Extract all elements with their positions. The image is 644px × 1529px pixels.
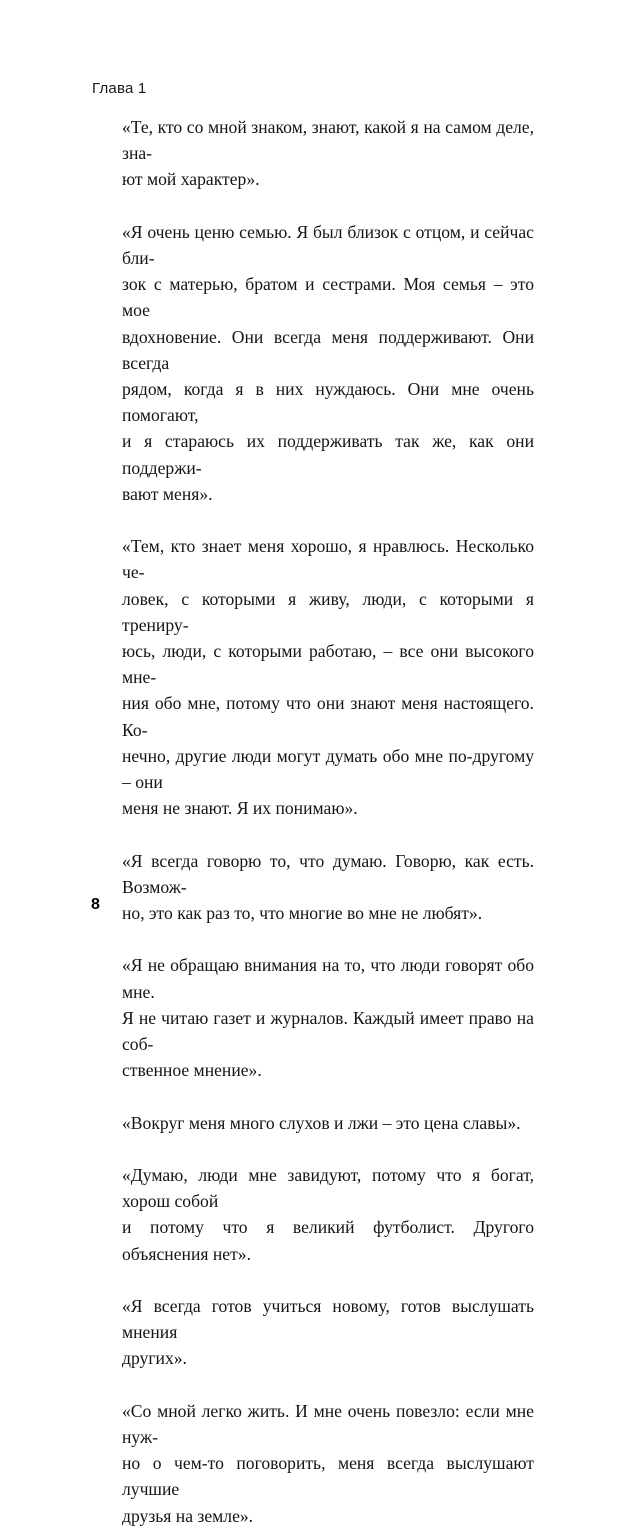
chapter-title: Глава 1 bbox=[92, 80, 147, 97]
quote-paragraph: «Я очень ценю семью. Я был близок с отцом, и сейчас бли- зок с матерью, братом и сестрами. Моя семья – это мое вдохновение. Они всегда меня поддерживают. Они всегда рядом, когда я в них нуждаюсь. Они мне очень помогают, и я стараюсь их поддерживать так же, как они поддержи- вают меня». bbox=[122, 221, 534, 504]
quote-paragraph: «Со мной легко жить. И мне очень повезло: если мне нуж- но о чем-то поговорить, меня всегда выслушают лучшие друзья на земле». bbox=[122, 1400, 534, 1526]
quote-paragraph: «Я всегда готов учиться новому, готов выслушать мнения других». bbox=[122, 1296, 534, 1369]
quote-paragraph: «Тем, кто знает меня хорошо, я нравлюсь. Несколько че- ловек, с которыми я живу, люди, с которыми я трениру- юсь, люди, с которыми работаю, – все они высокого мне- ния обо мне, потому что они знают меня настоящего. Ко- нечно, другие люди могут думать обо мне по-другому – они меня не знают. Я их понимаю». bbox=[122, 536, 534, 819]
quote-paragraph: «Думаю, люди мне завидуют, потому что я богат, хорош собой и потому что я великий футболист. Другого объяснения нет». bbox=[122, 1165, 534, 1264]
quotes-text-block bbox=[122, 114, 534, 1529]
quote-paragraph: «Вокруг меня много слухов и лжи – это цена славы». bbox=[122, 1112, 521, 1133]
quote-paragraph: «Я всегда говорю то, что думаю. Говорю, как есть. Возмож- но, это как раз то, что многие во мне не любят». bbox=[122, 850, 534, 924]
quote-paragraph: «Те, кто со мной знаком, знают, какой я на самом деле, зна- ют мой характер». bbox=[122, 117, 534, 190]
quote-paragraph: «Я не обращаю внимания на то, что люди говорят обо мне. Я не читаю газет и журналов. Каждый имеет право на соб- ственное мнение». bbox=[122, 955, 534, 1081]
page-number: 8 bbox=[91, 896, 100, 913]
